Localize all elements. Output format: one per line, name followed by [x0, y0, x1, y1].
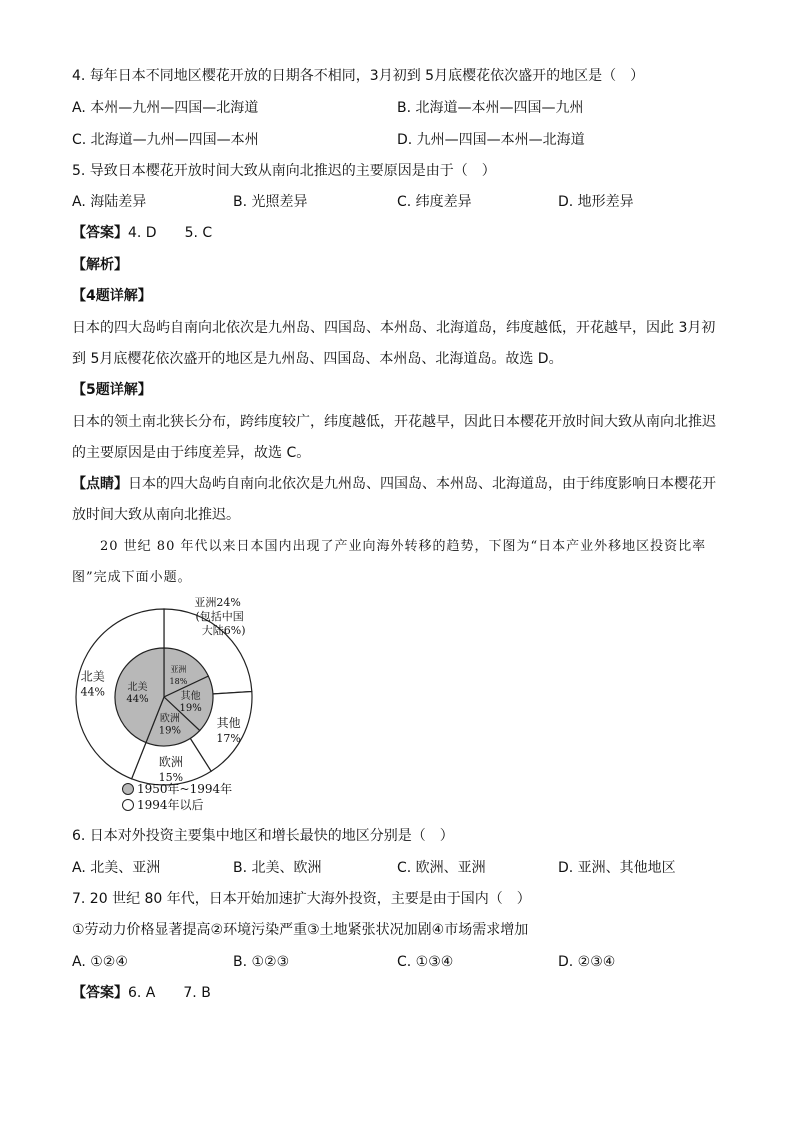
q4-detail-line-2: 到 5月底樱花依次盛开的地区是九州岛、四国岛、本州岛、北海道岛。故选 D。: [72, 351, 563, 367]
q4-option-b: B. 北海道—本州—四国—九州: [397, 100, 584, 116]
q5-option-b: B. 光照差异: [233, 194, 308, 210]
q6-option-d: D. 亚洲、其他地区: [558, 860, 676, 876]
q6-stem: 6. 日本对外投资主要集中地区和增长最快的地区分别是（ ）: [72, 828, 454, 844]
q4-detail-label: 【4题详解】: [72, 288, 152, 304]
q5-option-a: A. 海陆差异: [72, 194, 147, 210]
q6-option-c: C. 欧洲、亚洲: [397, 860, 486, 876]
q7-items: ①劳动力价格显著提高②环境污染严重③土地紧张状况加剧④市场需求增加: [72, 922, 529, 938]
q4-detail-line-1: 日本的四大岛屿自南向北依次是九州岛、四国岛、本州岛、北海道岛，纬度越低，开花越早，因此 3月初: [72, 320, 716, 336]
outer-value-1: 17%: [216, 731, 241, 745]
q4-option-d: D. 九州—四国—本州—北海道: [397, 132, 585, 148]
dianjing-text: 日本的四大岛屿自南向北依次是九州岛、四国岛、本州岛、北海道岛，由于纬度影响日本樱花开: [128, 476, 716, 492]
answer-line-1: [72, 223, 212, 243]
outer-value-2: 15%: [158, 771, 184, 785]
outer-value-3: 44%: [80, 685, 106, 699]
legend-label-0: 1950年~1994年: [137, 782, 233, 796]
dianjing-label: 【点睛】: [72, 476, 128, 492]
analysis-label: 【解析】: [72, 257, 128, 273]
answer-line-2: [72, 983, 211, 1003]
q5-detail-line-2: 的主要原因是由于纬度差异，故选 C。: [72, 445, 311, 461]
investment-pie-chart: [72, 594, 272, 820]
q4-option-c: C. 北海道—九州—四国—本州: [72, 132, 259, 148]
answer-label-2: 【答案】: [72, 985, 128, 1001]
q5-option-c: C. 纬度差异: [397, 194, 472, 210]
outer-label-2: 欧洲: [158, 755, 183, 770]
q7-option-a: A. ①②④: [72, 954, 128, 970]
outer-label-3: 北美: [80, 669, 105, 684]
intro-line-1: 20 世纪 80 年代以来日本国内出现了产业向海外转移的趋势，下图为“日本产业外移地区投资比率: [100, 539, 707, 554]
inner-label-0: 亚洲: [170, 665, 187, 675]
inner-label-2: 欧洲: [159, 713, 180, 725]
intro-line-2: 图”完成下面小题。: [72, 570, 192, 585]
inner-label-3: 北美: [127, 681, 148, 693]
answer-text: 4. D 5. C: [128, 225, 213, 241]
q6-option-b: B. 北美、欧洲: [233, 860, 322, 876]
inner-value-2: 19%: [158, 725, 181, 737]
inner-value-1: 19%: [179, 703, 202, 715]
q7-option-d: D. ②③④: [558, 954, 616, 970]
answer-label: 【答案】: [72, 225, 128, 241]
legend-marker-0: [123, 784, 134, 795]
chart-legend: [123, 781, 233, 812]
outer-note2-0: 大陆6%): [201, 624, 246, 638]
outer-label-1: 其他: [216, 715, 241, 730]
q4-option-a: A. 本州—九州—四国—北海道: [72, 100, 259, 116]
q7-option-c: C. ①③④: [397, 954, 454, 970]
legend-marker-1: [123, 800, 134, 811]
q5-detail-line-1: 日本的领土南北狭长分布，跨纬度较广，纬度越低，开花越早，因此日本樱花开放时间大致从南向北推迟: [72, 414, 716, 430]
q4-stem: 4. 每年日本不同地区樱花开放的日期各不相同，3月初到 5月底樱花依次盛开的地区是（ ）: [72, 68, 645, 84]
inner-label-1: 其他: [180, 691, 201, 703]
answer-text-2: 6. A 7. B: [128, 985, 211, 1001]
dianjing-line-2: 放时间大致从南向北推迟。: [72, 507, 240, 523]
legend-label-1: 1994年以后: [137, 798, 204, 812]
q5-detail-label: 【5题详解】: [72, 382, 152, 398]
q5-stem: 5. 导致日本樱花开放时间大致从南向北推迟的主要原因是由于（ ）: [72, 163, 496, 179]
dianjing-line-1: [72, 474, 716, 494]
q7-option-b: B. ①②③: [233, 954, 290, 970]
q7-stem: 7. 20 世纪 80 年代，日本开始加速扩大海外投资，主要是由于国内（ ）: [72, 891, 531, 907]
outer-label-0: 亚洲24%: [194, 596, 241, 610]
inner-value-3: 44%: [126, 693, 149, 705]
q5-option-d: D. 地形差异: [558, 194, 634, 210]
q6-option-a: A. 北美、亚洲: [72, 860, 161, 876]
outer-note-0: (包括中国: [195, 610, 244, 624]
inner-value-0: 18%: [169, 677, 188, 687]
